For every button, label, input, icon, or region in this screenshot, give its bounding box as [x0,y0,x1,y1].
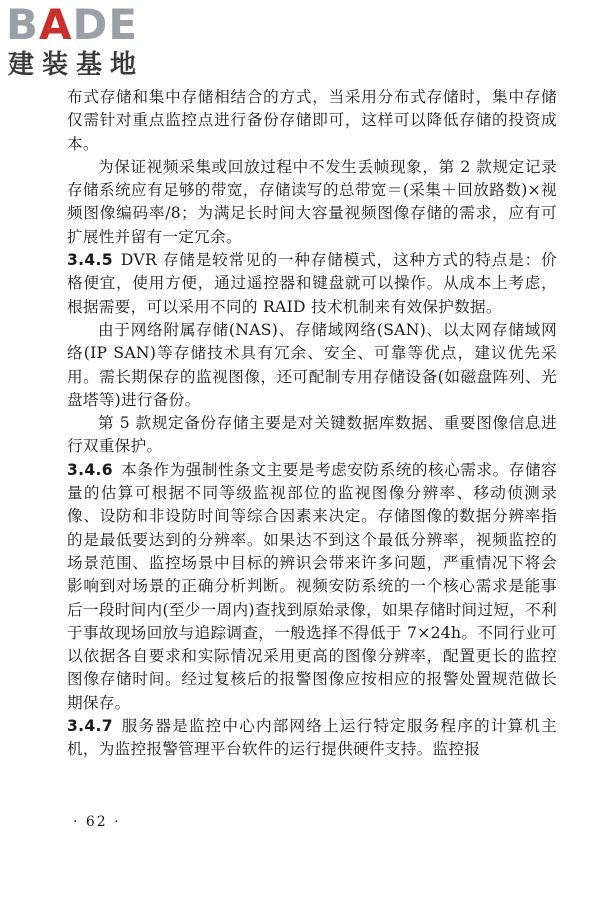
body-paragraph [67,319,557,412]
paragraph-text: 为保证视频采集或回放过程中不发生丢帧现象，第 2 款规定记录存储系统应有足够的带宽，存储读写的总带宽＝(采集＋回放路数)×视频图像编码率/8；为满足长时间大容量视频图像存储的需求，应有可扩展性并留有一定冗余。 [67,157,557,246]
bade-logo [6,2,176,82]
logo-letters-de: DE [72,0,139,49]
section-number: 3.4.5 [67,251,113,270]
paragraph-text: 服务器是监控中心内部网络上运行特定服务程序的计算机主机，为监控报警管理平台软件的运行提供硬件支持。监控报 [67,717,557,759]
logo-english-text [6,2,138,48]
paragraph-text: 本条作为强制性条文主要是考虑安防系统的核心需求。存储容量的估算可根据不同等级监视部位的监视图像分辨率、移动侦测录像、设防和非设防时间等综合因素来决定。存储图像的数据分辨率指的是最低要达到的分辨率。如果达不到这个最低分辨率，视频监控的场景范围、监控场景中目标的辨识会带来许多问题，严重情况下将会影响到对场景的正确分析判断。视频安防系统的一个核心需求是能事后一段时间内(至少一周内)查找到原始录像，如果存储时间过短，不利于事故现场回放与追踪调查，一般选择不得低于 7×24h。不同行业可以依据各自要求和实际情况采用更高的图像分辨率，配置更长的监控图像存储时间。经过复核后的报警图像应按相应的报警处置规范做长期保存。 [67,460,557,712]
paragraph-text: 第 5 款规定备份存储主要是对关键数据库数据、重要图像信息进行双重保护。 [67,414,557,456]
logo-letter-b: B [6,0,40,49]
body-paragraph [67,86,557,156]
document-body [67,86,557,762]
section-paragraph [67,459,557,715]
page-number: · 62 · [73,814,121,830]
body-paragraph [67,156,557,249]
section-number: 3.4.7 [67,717,113,736]
section-number: 3.4.6 [67,460,113,479]
paragraph-text: DVR 存储是较常见的一种存储模式，这种方式的特点是：价格便宜，使用方便，通过遥控器和键盘就可以操作。从成本上考虑，根据需要，可以采用不同的 RAID 技术机制来有效保护数据。 [67,251,557,316]
body-paragraph [67,412,557,459]
paragraph-text: 由于网络附属存储(NAS)、存储域网络(SAN)、以太网存储域网络(IP SAN)等存储技术具有冗余、安全、可靠等优点，建议优先采用。需长期保存的监视图像，还可配制专用存储设备(如磁盘阵列、光盘塔等)进行备份。 [67,320,557,409]
logo-letter-a: A [39,0,73,49]
section-paragraph [67,715,557,762]
paragraph-text: 布式存储和集中存储相结合的方式，当采用分布式存储时，集中存储仅需针对重点监控点进行备份存储即可，这样可以降低存储的投资成本。 [67,88,557,153]
logo-chinese-text: 建装基地 [8,50,145,80]
section-paragraph [67,249,557,319]
